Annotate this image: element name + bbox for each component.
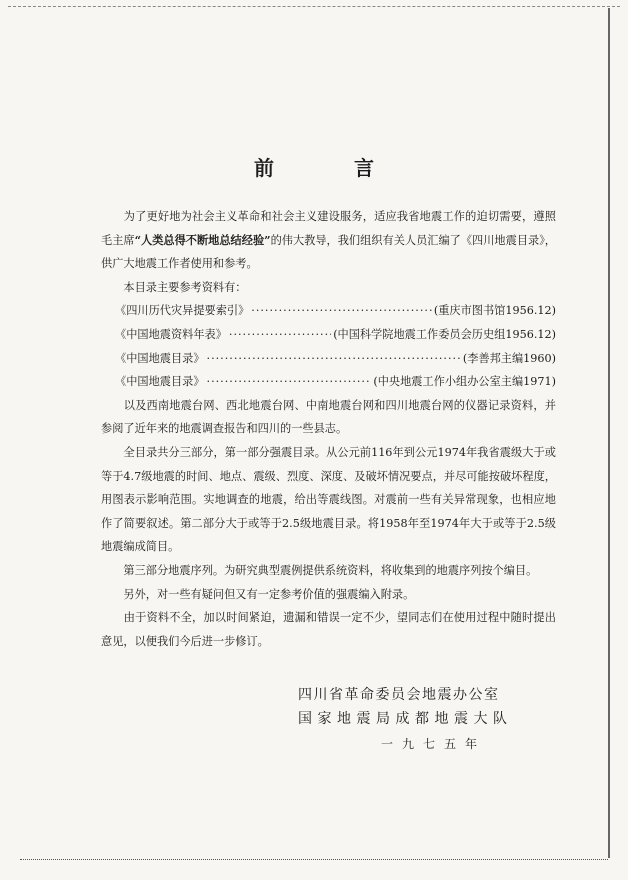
scan-edge-top (8, 6, 620, 10)
part-three: 第三部分地震序列。为研究典型震例提供系统资料，将收集到的地震序列按个编目。 (123, 563, 538, 577)
part-one-paragraph (101, 441, 556, 559)
reference-title: 《中国地震目录》 (115, 375, 205, 389)
refs-tail: 以及西南地震台网、西北地震台网、中南地震台网和四川地震台网的仪器记录资料，并参阅了近年来的地震调查报告和四川的一些县志。 (101, 398, 556, 436)
page-title: 前 言 (254, 156, 404, 180)
reference-item (101, 370, 556, 394)
refs-lead-paragraph (101, 276, 556, 300)
leader-dots (207, 370, 372, 394)
signature-org-1: 四川省革命委员会地震办公室 (298, 687, 500, 703)
leader-dots (229, 323, 331, 347)
signature-org-2: 国家地震局成都地震大队 (298, 711, 513, 727)
reference-title: 《中国地震资料年表》 (115, 327, 227, 341)
appendix-paragraph (101, 583, 556, 607)
reference-source: (李善邦主编1960) (462, 351, 556, 365)
intro-text-2: 的伟大教导，我们组织有关人员汇编了《四川地震目录》，供广大地震工作者使用和参考。 (101, 233, 556, 271)
reference-item (101, 323, 556, 347)
leader-dots (207, 347, 461, 371)
signature-date: 一九七五年 (381, 737, 487, 751)
closing-paragraph (101, 606, 556, 653)
intro-paragraph (101, 205, 556, 276)
reference-item (101, 299, 556, 323)
refs-tail-paragraph (101, 394, 556, 441)
appendix: 另外，对一些有疑问但又有一定参考价值的强震编入附录。 (123, 587, 415, 601)
closing: 由于资料不全，加以时间紧迫，遗漏和错误一定不少，望同志们在使用过程中随时提出意见，以便我们今后进一步修订。 (101, 611, 556, 648)
leader-dots (251, 299, 432, 323)
reference-title: 《四川历代灾异提要索引》 (115, 304, 250, 318)
scan-edge-bottom (20, 857, 608, 860)
document-body (101, 205, 556, 653)
reference-title: 《中国地震目录》 (115, 351, 205, 365)
part-one: 全目录共分三部分，第一部分强震目录。从公元前116年到公元1974年我省震级大于或等于4.7级地震的时间、地点、震级、烈度、深度、及破坏情况要点，并尽可能按破坏程度，用图表示影响范围。实地调查的地震，给出等震线图。对震前一些有关异常现象，也相应地作了简要叙述。第二部分大于或等于2.5级地震目录。将1958年至1974年大于或等于2.5级地震编成简目。 (101, 445, 556, 554)
reference-source: (中央地震工作小组办公室主编1971) (373, 375, 556, 389)
intro-quote: “人类总得不断地总结经验” (134, 232, 271, 247)
reference-source: (中国科学院地震工作委员会历史组1956.12) (333, 327, 556, 341)
intro-text-1: 为了更好地为社会主义革命和社会主义建设服务，适应我省地震工作的迫切需要，遵照毛主席 (101, 210, 556, 247)
part-three-paragraph (101, 559, 556, 583)
reference-item (101, 347, 556, 371)
refs-lead: 本目录主要参考资料有： (123, 280, 247, 294)
scan-edge-right (605, 8, 610, 858)
reference-source: (重庆市图书馆1956.12) (433, 304, 556, 318)
